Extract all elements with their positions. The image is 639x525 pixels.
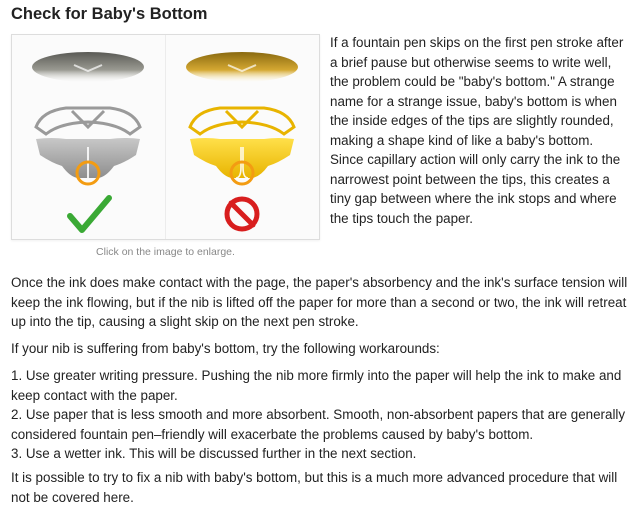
intro-paragraph: If a fountain pen skips on the first pen stroke after a brief pause but otherwise seems to write well, the problem could be "baby's bottom." A strange name for a strange issue, baby's bottom is when the inside edges of the tips are slightly rounded, making a shape kind of like a baby's bottom. Since capillary action will only carry the ink to the narrowest point between the tips, this creates a tiny gap between where the ink stops and where the tips touch the paper. (330, 35, 624, 226)
bad-nib-photo (186, 52, 298, 82)
bad-nib-outline (190, 108, 294, 134)
list-item: 3. Use a wetter ink. This will be discussed further in the next section. (11, 446, 417, 461)
nib-comparison-illustration (12, 35, 319, 239)
bad-nib-tip (190, 138, 294, 178)
prohibited-icon (227, 199, 257, 229)
bad-nib-group (186, 52, 298, 229)
article-title: Check for Baby's Bottom (11, 5, 208, 23)
body-paragraph-2: If your nib is suffering from baby's bottom, try the following workarounds: (11, 341, 440, 356)
list-item: 1. Use greater writing pressure. Pushing the nib more firmly into the paper will help the ink to make and keep contact with the paper. (11, 368, 622, 403)
list-item: 2. Use paper that is less smooth and more absorbent. Smooth, non-absorbent papers that are generally considered fountain pen–friendly will exacerbate the problems caused by baby's bottom. (11, 407, 626, 442)
good-nib-outline (36, 108, 140, 134)
workarounds-list (11, 366, 631, 464)
nib-comparison-image[interactable] (11, 34, 320, 240)
checkmark-icon (70, 198, 109, 230)
image-caption: Click on the image to enlarge. (96, 246, 235, 258)
good-nib-photo (32, 52, 144, 82)
good-nib-group (32, 52, 144, 230)
body-paragraph-3: It is possible to try to fix a nib with baby's bottom, but this is a much more advanced procedure that will not be covered here. (11, 470, 618, 505)
body-paragraph-1: Once the ink does make contact with the page, the paper's absorbency and the ink's surface tension will keep the ink flowing, but if the nib is lifted off the paper for more than a second or two, the ink will retreat up into the tip, causing a slight skip on the next pen stroke. (11, 275, 628, 329)
